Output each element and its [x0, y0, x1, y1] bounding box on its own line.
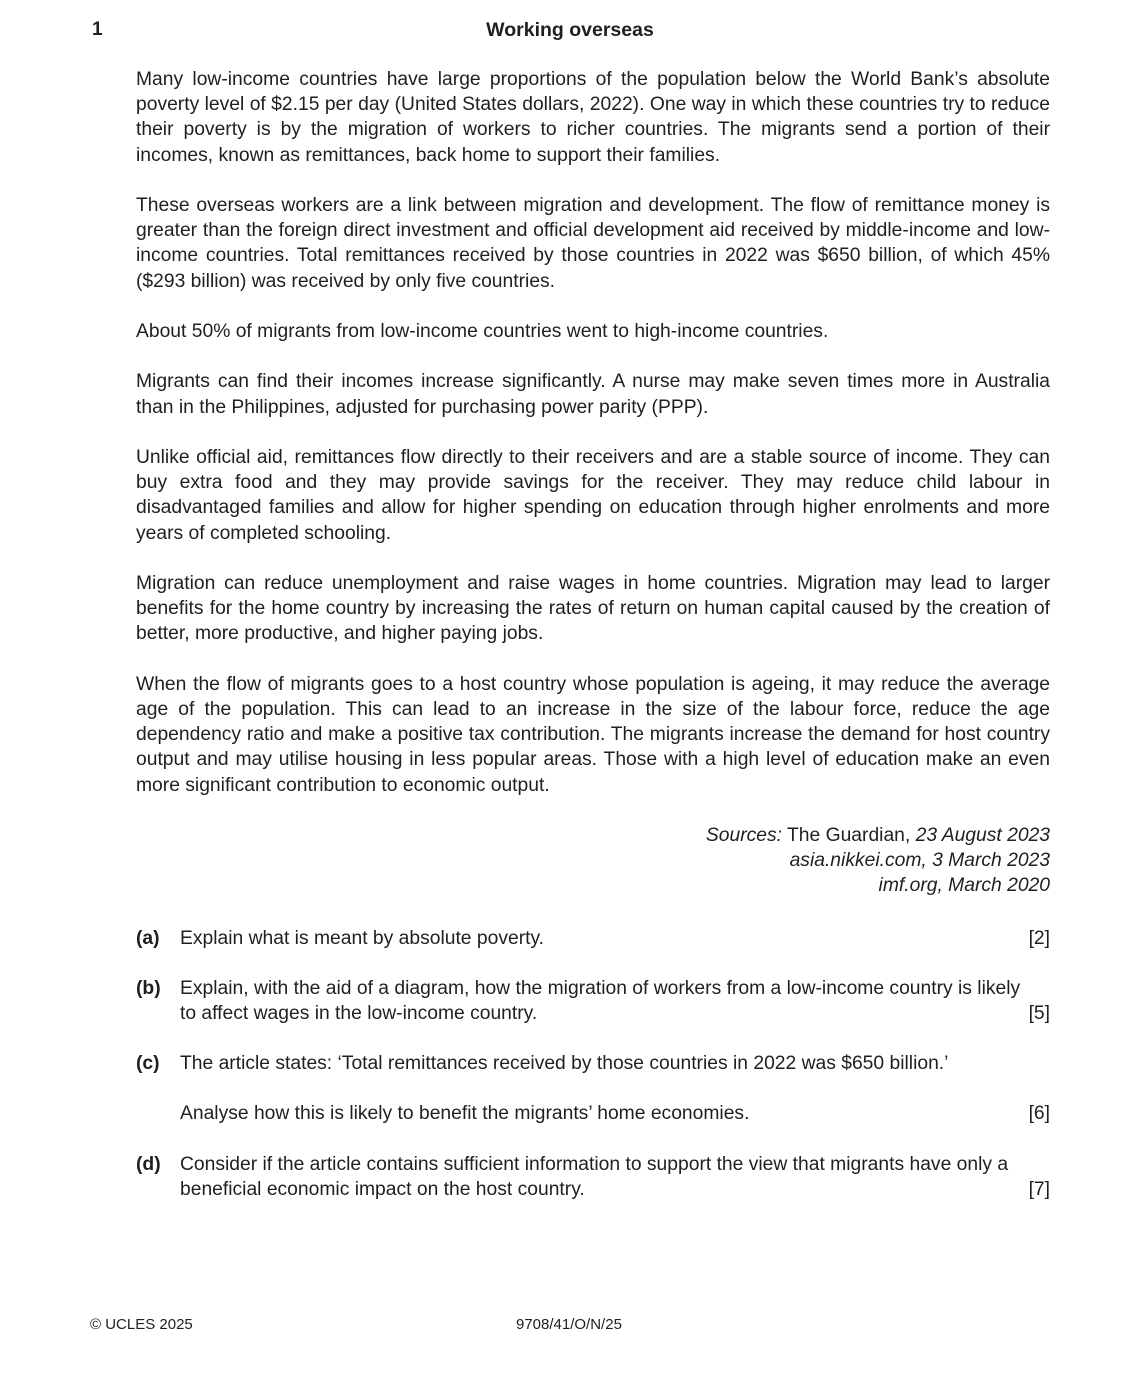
article-paragraph: Many low-income countries have large proportions of the population below the World Bank’s absolute poverty level of $2.15 per day (United States dollars, 2022). One way in which these countries try to reduce their poverty is by the migration of workers to richer countries. The migrants send a portion of their incomes, known as remittances, back home to support their families. [136, 69, 1050, 166]
question-label: (b) [136, 978, 161, 999]
article-paragraph: These overseas workers are a link between migration and development. The flow of remittance money is greater than the foreign direct investment and official development aid received by middle-income and low-income countries. Total remittances received by those countries in 2022 was $650 billion, of which 45% ($293 billion) was received by only five countries. [136, 195, 1050, 292]
article-paragraph: Unlike official aid, remittances flow directly to their receivers and are a stable source of income. They can buy extra food and they may provide savings for the receiver. They may reduce child labour in disadvantaged families and allow for higher spending on education through higher enrolments and more years of completed schooling. [136, 446, 1050, 544]
question-text: Consider if the article contains sufficient information to support the view that migrants have only a beneficial economic impact on the host country. [180, 1154, 1009, 1201]
question-marks: [6] [1028, 1103, 1050, 1124]
question-text: Explain what is meant by absolute poverty. [180, 928, 545, 949]
article-paragraph: When the flow of migrants goes to a host country whose population is ageing, it may reduce the average age of the population. This can lead to an increase in the size of the labour force, reduce the age dependency ratio and make a positive tax contribution. The migrants increase the demand for host country output and may utilise housing in less popular areas. Those with a high level of education make an even more significant contribution to economic output. [136, 673, 1050, 796]
source-line-1 [600, 823, 1050, 848]
question-label: (c) [136, 1053, 160, 1074]
question-c [136, 1051, 1050, 1126]
question-marks: [5] [1028, 1003, 1050, 1024]
question-d [136, 1152, 1050, 1202]
source-line-2: asia.nikkei.com, 3 March 2023 [789, 850, 1050, 872]
source-name: The Guardian, [782, 825, 911, 846]
article-body [136, 67, 1050, 823]
article-paragraph: Migration can reduce unemployment and raise wages in home countries. Migration may lead to larger benefits for the home country by increasing the rates of return on human capital caused by the creation of better, more productive, and higher paying jobs. [136, 572, 1050, 645]
sources-label: Sources: [705, 825, 782, 846]
question-label: (d) [136, 1154, 161, 1175]
sources-block [600, 823, 1050, 899]
question-marks: [2] [1028, 928, 1050, 949]
source-line-3: imf.org, March 2020 [878, 875, 1050, 897]
question-number: 1 [92, 19, 103, 40]
question-instruction: Analyse how this is likely to benefit the migrants’ home economies. [180, 1103, 750, 1125]
source-date: 23 August 2023 [910, 825, 1050, 846]
copyright-footer: © UCLES 2025 [90, 1316, 193, 1333]
page-title: Working overseas [486, 19, 654, 41]
question-text: The article states: ‘Total remittances received by those countries in 2022 was $650 billion.’ [180, 1053, 949, 1074]
article-paragraph: Migrants can find their incomes increase significantly. A nurse may make seven times more in Australia than in the Philippines, adjusted for purchasing power parity (PPP). [136, 371, 1050, 418]
question-b [136, 976, 1050, 1026]
question-a [136, 926, 1050, 951]
article-paragraph: About 50% of migrants from low-income countries went to high-income countries. [136, 321, 829, 342]
question-marks: [7] [1028, 1179, 1050, 1200]
paper-code-footer: 9708/41/O/N/25 [516, 1316, 622, 1333]
question-label: (a) [136, 928, 160, 949]
question-text: Explain, with the aid of a diagram, how the migration of workers from a low-income country is likely to affect wages in the low-income country. [180, 978, 1021, 1025]
